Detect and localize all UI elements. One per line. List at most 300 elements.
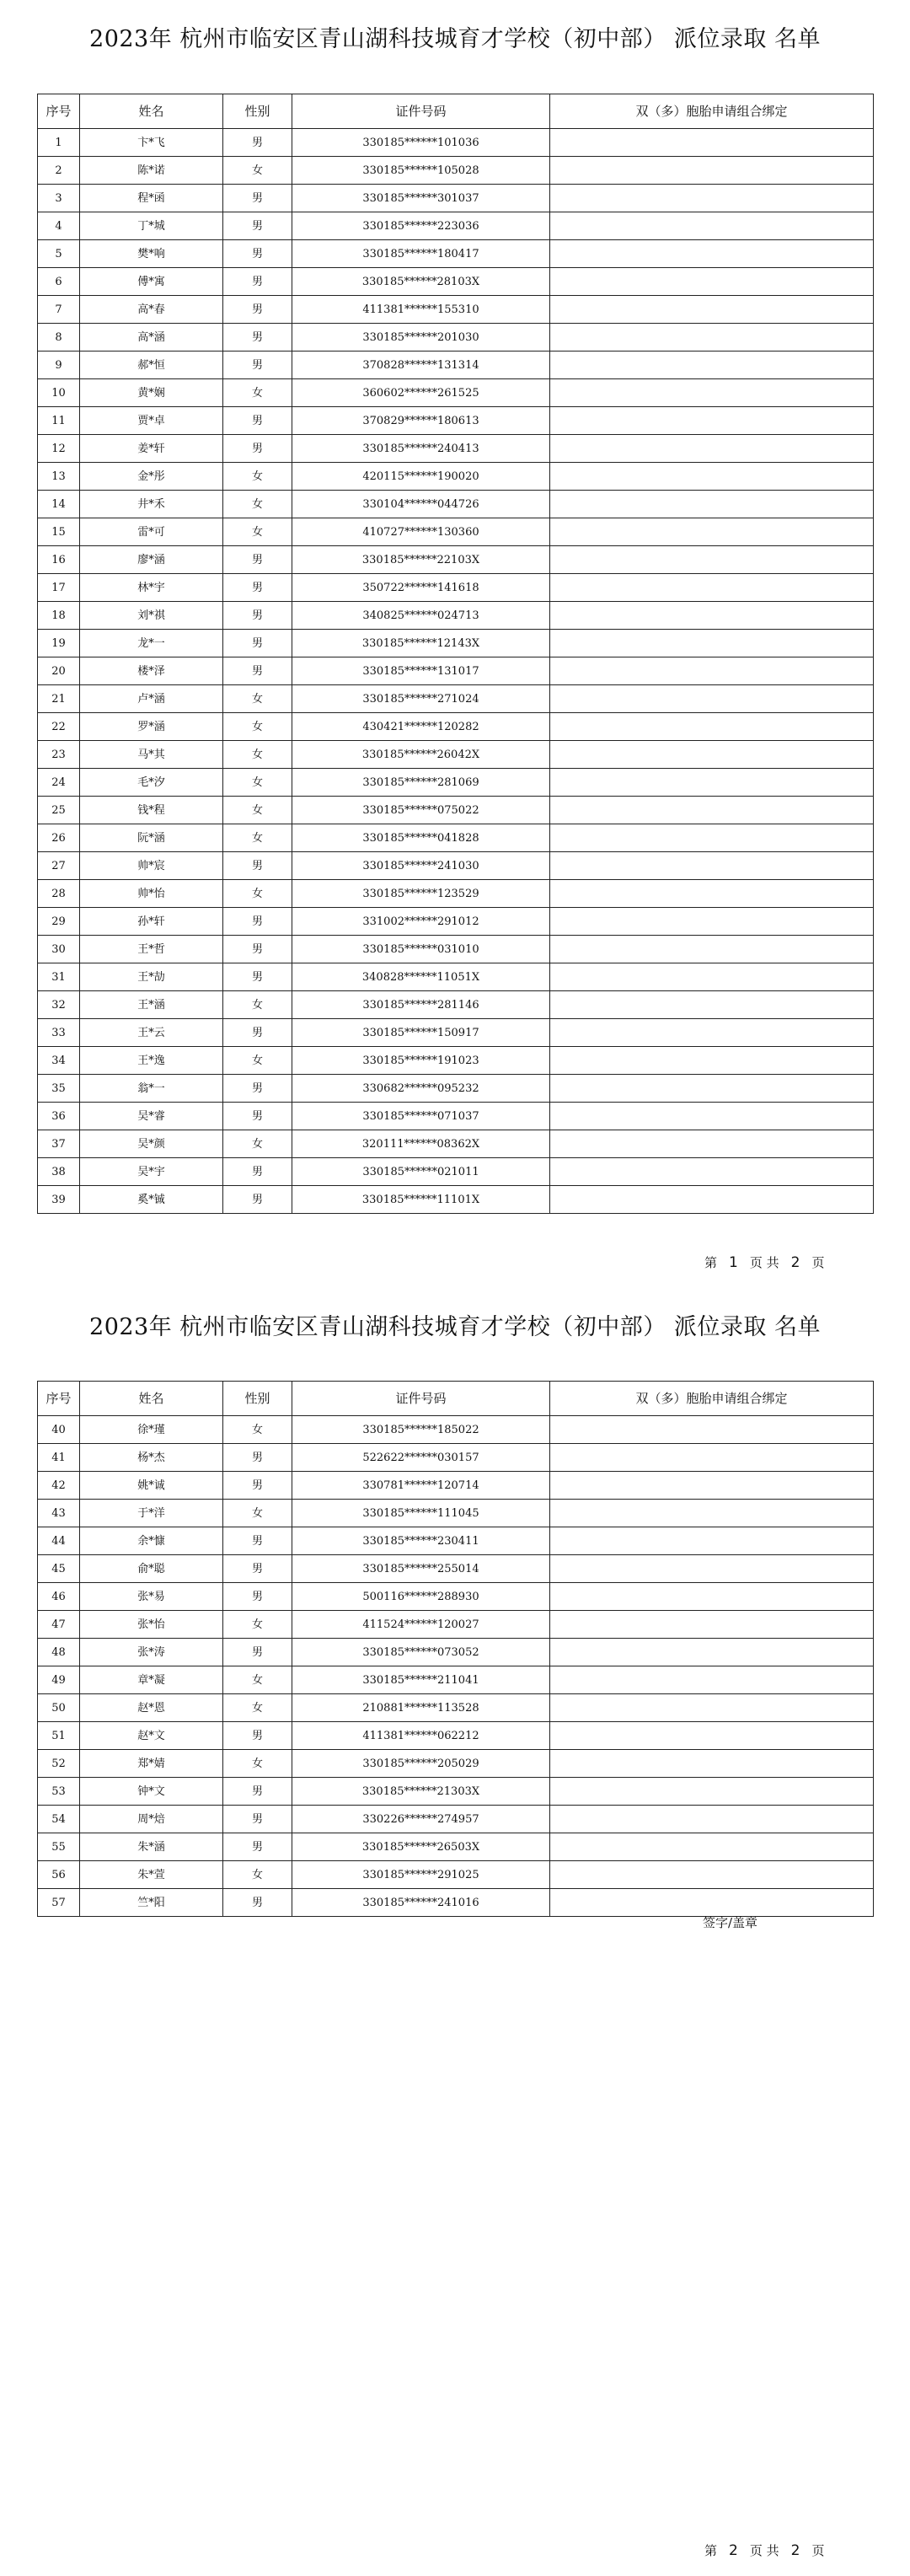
cell-id-number: 330185******21303X — [292, 1778, 550, 1806]
header-gender: 性别 — [223, 94, 292, 129]
cell-id-number: 411381******155310 — [292, 296, 550, 324]
cell-twin-binding — [550, 1666, 874, 1694]
cell-gender: 男 — [223, 1639, 292, 1666]
table-row — [38, 491, 874, 518]
cell-twin-binding — [550, 1103, 874, 1130]
cell-id-number: 330185******071037 — [292, 1103, 550, 1130]
cell-seq: 49 — [38, 1666, 80, 1694]
cell-gender: 男 — [223, 1186, 292, 1214]
table-row — [38, 1019, 874, 1047]
cell-id-number: 330781******120714 — [292, 1472, 550, 1500]
cell-gender: 女 — [223, 1750, 292, 1778]
cell-id-number: 340828******11051X — [292, 963, 550, 991]
cell-name: 奚*铖 — [80, 1186, 223, 1214]
cell-gender: 女 — [223, 1611, 292, 1639]
table-row — [38, 963, 874, 991]
cell-twin-binding — [550, 769, 874, 797]
cell-gender: 女 — [223, 991, 292, 1019]
table-row — [38, 129, 874, 157]
cell-id-number: 370828******131314 — [292, 352, 550, 379]
table-row — [38, 1444, 874, 1472]
cell-id-number: 350722******141618 — [292, 574, 550, 602]
cell-twin-binding — [550, 1750, 874, 1778]
table-row — [38, 379, 874, 407]
cell-name: 杨*杰 — [80, 1444, 223, 1472]
table-row — [38, 1500, 874, 1527]
cell-twin-binding — [550, 185, 874, 212]
cell-seq: 19 — [38, 630, 80, 657]
table-row — [38, 157, 874, 185]
cell-seq: 33 — [38, 1019, 80, 1047]
table-row — [38, 713, 874, 741]
cell-name: 程*函 — [80, 185, 223, 212]
table-row — [38, 602, 874, 630]
cell-gender: 男 — [223, 1103, 292, 1130]
cell-id-number: 330682******095232 — [292, 1075, 550, 1103]
cell-seq: 28 — [38, 880, 80, 908]
cell-id-number: 330185******255014 — [292, 1555, 550, 1583]
cell-name: 罗*涵 — [80, 713, 223, 741]
cell-gender: 女 — [223, 713, 292, 741]
cell-name: 朱*萱 — [80, 1861, 223, 1889]
table-row — [38, 435, 874, 463]
cell-gender: 女 — [223, 463, 292, 491]
cell-twin-binding — [550, 1583, 874, 1611]
cell-id-number: 330185******281146 — [292, 991, 550, 1019]
cell-id-number: 330185******185022 — [292, 1416, 550, 1444]
cell-seq: 52 — [38, 1750, 80, 1778]
cell-id-number: 330185******223036 — [292, 212, 550, 240]
cell-twin-binding — [550, 685, 874, 713]
table-row — [38, 769, 874, 797]
cell-twin-binding — [550, 463, 874, 491]
cell-twin-binding — [550, 797, 874, 824]
footer-total-pages: 2 — [790, 2542, 800, 2559]
cell-id-number: 330185******22103X — [292, 546, 550, 574]
cell-id-number: 330185******241030 — [292, 852, 550, 880]
cell-gender: 男 — [223, 574, 292, 602]
cell-gender: 男 — [223, 546, 292, 574]
cell-twin-binding — [550, 1186, 874, 1214]
table-row — [38, 1472, 874, 1500]
header-id-number: 证件号码 — [292, 1382, 550, 1416]
header-gender: 性别 — [223, 1382, 292, 1416]
cell-gender: 男 — [223, 1806, 292, 1833]
cell-name: 黄*娴 — [80, 379, 223, 407]
cell-name: 王*劼 — [80, 963, 223, 991]
cell-name: 樊*响 — [80, 240, 223, 268]
cell-id-number: 330185******180417 — [292, 240, 550, 268]
cell-twin-binding — [550, 1130, 874, 1158]
table-header-row — [38, 1382, 874, 1416]
footer-yegong: 页 共 — [749, 1255, 779, 1270]
cell-id-number: 330185******111045 — [292, 1500, 550, 1527]
header-twin-binding: 双（多）胞胎申请组合绑定 — [550, 94, 874, 129]
cell-seq: 32 — [38, 991, 80, 1019]
cell-gender: 男 — [223, 407, 292, 435]
table-row — [38, 240, 874, 268]
cell-id-number: 330185******073052 — [292, 1639, 550, 1666]
cell-gender: 男 — [223, 963, 292, 991]
cell-name: 吴*睿 — [80, 1103, 223, 1130]
cell-id-number: 330185******11101X — [292, 1186, 550, 1214]
cell-twin-binding — [550, 1889, 874, 1917]
cell-seq: 11 — [38, 407, 80, 435]
cell-gender: 女 — [223, 1861, 292, 1889]
cell-gender: 女 — [223, 157, 292, 185]
cell-seq: 15 — [38, 518, 80, 546]
cell-name: 毛*汐 — [80, 769, 223, 797]
cell-gender: 女 — [223, 824, 292, 852]
cell-twin-binding — [550, 630, 874, 657]
cell-id-number: 330185******230411 — [292, 1527, 550, 1555]
signature-stamp-label: 签字/盖章 — [703, 1915, 758, 1930]
cell-twin-binding — [550, 1444, 874, 1472]
table-row — [38, 936, 874, 963]
cell-id-number: 330185******281069 — [292, 769, 550, 797]
footer-di: 第 — [704, 2543, 718, 2558]
cell-twin-binding — [550, 657, 874, 685]
cell-twin-binding — [550, 741, 874, 769]
cell-name: 张*涛 — [80, 1639, 223, 1666]
cell-twin-binding — [550, 324, 874, 352]
cell-id-number: 330185******131017 — [292, 657, 550, 685]
table-row — [38, 1416, 874, 1444]
cell-seq: 55 — [38, 1833, 80, 1861]
cell-twin-binding — [550, 1611, 874, 1639]
cell-id-number: 330185******041828 — [292, 824, 550, 852]
cell-gender: 女 — [223, 1694, 292, 1722]
table-body — [38, 1416, 874, 1917]
cell-gender: 男 — [223, 936, 292, 963]
cell-twin-binding — [550, 1416, 874, 1444]
cell-gender: 女 — [223, 1416, 292, 1444]
cell-name: 傅*寓 — [80, 268, 223, 296]
cell-name: 朱*涵 — [80, 1833, 223, 1861]
roster-table-page-1 — [37, 94, 874, 1214]
header-name: 姓名 — [80, 1382, 223, 1416]
cell-seq: 3 — [38, 185, 80, 212]
cell-gender: 男 — [223, 657, 292, 685]
table-row — [38, 518, 874, 546]
cell-seq: 41 — [38, 1444, 80, 1472]
cell-name: 章*凝 — [80, 1666, 223, 1694]
cell-name: 徐*瑾 — [80, 1416, 223, 1444]
cell-gender: 男 — [223, 240, 292, 268]
cell-gender: 男 — [223, 129, 292, 157]
cell-name: 孙*轩 — [80, 908, 223, 936]
cell-gender: 男 — [223, 1075, 292, 1103]
cell-twin-binding — [550, 574, 874, 602]
cell-name: 帅*宸 — [80, 852, 223, 880]
cell-twin-binding — [550, 963, 874, 991]
cell-id-number: 330185******205029 — [292, 1750, 550, 1778]
cell-name: 俞*聪 — [80, 1555, 223, 1583]
cell-seq: 10 — [38, 379, 80, 407]
cell-id-number: 330185******150917 — [292, 1019, 550, 1047]
cell-name: 周*焙 — [80, 1806, 223, 1833]
cell-twin-binding — [550, 1527, 874, 1555]
cell-id-number: 360602******261525 — [292, 379, 550, 407]
cell-name: 赵*文 — [80, 1722, 223, 1750]
cell-twin-binding — [550, 602, 874, 630]
cell-id-number: 330185******301037 — [292, 185, 550, 212]
cell-seq: 57 — [38, 1889, 80, 1917]
cell-twin-binding — [550, 1722, 874, 1750]
cell-seq: 51 — [38, 1722, 80, 1750]
header-seq: 序号 — [38, 1382, 80, 1416]
cell-name: 陈*诺 — [80, 157, 223, 185]
cell-seq: 35 — [38, 1075, 80, 1103]
cell-name: 高*涵 — [80, 324, 223, 352]
cell-seq: 34 — [38, 1047, 80, 1075]
table-row — [38, 1861, 874, 1889]
header-twin-binding: 双（多）胞胎申请组合绑定 — [550, 1382, 874, 1416]
footer-ye: 页 — [811, 1255, 825, 1270]
cell-seq: 18 — [38, 602, 80, 630]
cell-id-number: 330185******240413 — [292, 435, 550, 463]
cell-seq: 50 — [38, 1694, 80, 1722]
cell-seq: 26 — [38, 824, 80, 852]
cell-id-number: 340825******024713 — [292, 602, 550, 630]
cell-id-number: 330185******191023 — [292, 1047, 550, 1075]
table-row — [38, 352, 874, 379]
cell-gender: 女 — [223, 491, 292, 518]
cell-id-number: 330185******26503X — [292, 1833, 550, 1861]
cell-name: 钱*程 — [80, 797, 223, 824]
cell-seq: 13 — [38, 463, 80, 491]
table-row — [38, 1778, 874, 1806]
cell-twin-binding — [550, 352, 874, 379]
table-row — [38, 1666, 874, 1694]
cell-seq: 2 — [38, 157, 80, 185]
cell-seq: 22 — [38, 713, 80, 741]
cell-id-number: 330185******105028 — [292, 157, 550, 185]
cell-seq: 6 — [38, 268, 80, 296]
table-row — [38, 1158, 874, 1186]
table-row — [38, 1527, 874, 1555]
table-row — [38, 1130, 874, 1158]
cell-seq: 30 — [38, 936, 80, 963]
cell-twin-binding — [550, 824, 874, 852]
cell-gender: 女 — [223, 1500, 292, 1527]
table-row — [38, 1722, 874, 1750]
cell-id-number: 330185******28103X — [292, 268, 550, 296]
footer-page-number: 2 — [729, 2542, 738, 2559]
cell-id-number: 330185******291025 — [292, 1861, 550, 1889]
table-row — [38, 185, 874, 212]
cell-twin-binding — [550, 407, 874, 435]
footer-ye: 页 — [811, 2543, 825, 2558]
table-row — [38, 1047, 874, 1075]
cell-id-number: 330185******021011 — [292, 1158, 550, 1186]
cell-twin-binding — [550, 240, 874, 268]
footer-yegong: 页 共 — [749, 2543, 779, 2558]
cell-id-number: 430421******120282 — [292, 713, 550, 741]
cell-gender: 男 — [223, 1472, 292, 1500]
cell-id-number: 411381******062212 — [292, 1722, 550, 1750]
cell-gender: 男 — [223, 185, 292, 212]
cell-name: 吴*宇 — [80, 1158, 223, 1186]
table-row — [38, 1583, 874, 1611]
cell-id-number: 330185******075022 — [292, 797, 550, 824]
cell-gender: 男 — [223, 212, 292, 240]
cell-seq: 27 — [38, 852, 80, 880]
cell-twin-binding — [550, 1778, 874, 1806]
table-body — [38, 129, 874, 1214]
cell-seq: 44 — [38, 1527, 80, 1555]
cell-gender: 男 — [223, 1889, 292, 1917]
table-row — [38, 824, 874, 852]
cell-twin-binding — [550, 1694, 874, 1722]
cell-name: 吴*颜 — [80, 1130, 223, 1158]
header-seq: 序号 — [38, 94, 80, 129]
cell-gender: 男 — [223, 1833, 292, 1861]
roster-table-page-2 — [37, 1381, 874, 1917]
cell-gender: 女 — [223, 797, 292, 824]
cell-gender: 男 — [223, 1722, 292, 1750]
cell-twin-binding — [550, 1806, 874, 1833]
cell-seq: 1 — [38, 129, 80, 157]
cell-gender: 男 — [223, 852, 292, 880]
cell-gender: 男 — [223, 602, 292, 630]
table-row — [38, 1833, 874, 1861]
cell-gender: 女 — [223, 1130, 292, 1158]
table-row — [38, 1639, 874, 1666]
cell-gender: 男 — [223, 630, 292, 657]
cell-seq: 25 — [38, 797, 80, 824]
cell-seq: 42 — [38, 1472, 80, 1500]
cell-name: 赵*恩 — [80, 1694, 223, 1722]
table-row — [38, 324, 874, 352]
cell-twin-binding — [550, 880, 874, 908]
cell-seq: 20 — [38, 657, 80, 685]
cell-seq: 24 — [38, 769, 80, 797]
cell-id-number: 330185******12143X — [292, 630, 550, 657]
cell-twin-binding — [550, 1500, 874, 1527]
table-row — [38, 407, 874, 435]
table-row — [38, 1806, 874, 1833]
cell-twin-binding — [550, 991, 874, 1019]
cell-seq: 31 — [38, 963, 80, 991]
cell-id-number: 411524******120027 — [292, 1611, 550, 1639]
cell-twin-binding — [550, 852, 874, 880]
page-2-title: 2023年 杭州市临安区青山湖科技城育才学校（初中部） 派位录取 名单 — [89, 1314, 821, 1340]
table-row — [38, 1750, 874, 1778]
cell-id-number: 320111******08362X — [292, 1130, 550, 1158]
cell-name: 贾*卓 — [80, 407, 223, 435]
cell-name: 卞*飞 — [80, 129, 223, 157]
table-row — [38, 908, 874, 936]
cell-gender: 女 — [223, 518, 292, 546]
cell-id-number: 500116******288930 — [292, 1583, 550, 1611]
cell-id-number: 331002******291012 — [292, 908, 550, 936]
cell-seq: 7 — [38, 296, 80, 324]
cell-gender: 女 — [223, 741, 292, 769]
cell-seq: 54 — [38, 1806, 80, 1833]
cell-gender: 男 — [223, 1444, 292, 1472]
cell-gender: 男 — [223, 1583, 292, 1611]
table-row — [38, 1186, 874, 1214]
table-row — [38, 741, 874, 769]
cell-seq: 46 — [38, 1583, 80, 1611]
cell-name: 廖*涵 — [80, 546, 223, 574]
cell-name: 郝*恒 — [80, 352, 223, 379]
cell-name: 丁*城 — [80, 212, 223, 240]
cell-name: 张*怡 — [80, 1611, 223, 1639]
cell-twin-binding — [550, 713, 874, 741]
cell-gender: 女 — [223, 379, 292, 407]
table-row — [38, 1611, 874, 1639]
cell-id-number: 330185******271024 — [292, 685, 550, 713]
cell-gender: 男 — [223, 908, 292, 936]
cell-seq: 14 — [38, 491, 80, 518]
cell-gender: 男 — [223, 435, 292, 463]
cell-id-number: 210881******113528 — [292, 1694, 550, 1722]
cell-gender: 男 — [223, 352, 292, 379]
cell-name: 金*彤 — [80, 463, 223, 491]
cell-seq: 16 — [38, 546, 80, 574]
table-row — [38, 852, 874, 880]
cell-name: 王*涵 — [80, 991, 223, 1019]
page-1-title: 2023年 杭州市临安区青山湖科技城育才学校（初中部） 派位录取 名单 — [89, 26, 821, 52]
cell-name: 马*其 — [80, 741, 223, 769]
cell-twin-binding — [550, 491, 874, 518]
cell-gender: 男 — [223, 1158, 292, 1186]
cell-twin-binding — [550, 268, 874, 296]
cell-id-number: 330185******26042X — [292, 741, 550, 769]
table-row — [38, 991, 874, 1019]
cell-name: 郑*婧 — [80, 1750, 223, 1778]
cell-twin-binding — [550, 212, 874, 240]
cell-seq: 45 — [38, 1555, 80, 1583]
page-2-footer — [704, 2541, 824, 2559]
header-name: 姓名 — [80, 94, 223, 129]
cell-twin-binding — [550, 1472, 874, 1500]
cell-seq: 48 — [38, 1639, 80, 1666]
cell-id-number: 330185******241016 — [292, 1889, 550, 1917]
cell-twin-binding — [550, 1075, 874, 1103]
cell-name: 钟*文 — [80, 1778, 223, 1806]
cell-id-number: 330185******123529 — [292, 880, 550, 908]
cell-name: 王*逸 — [80, 1047, 223, 1075]
cell-twin-binding — [550, 435, 874, 463]
table-row — [38, 212, 874, 240]
cell-twin-binding — [550, 1019, 874, 1047]
cell-name: 卢*涵 — [80, 685, 223, 713]
table-row — [38, 463, 874, 491]
cell-id-number: 330185******211041 — [292, 1666, 550, 1694]
cell-gender: 男 — [223, 1555, 292, 1583]
cell-name: 竺*阳 — [80, 1889, 223, 1917]
page-1-footer — [704, 1253, 824, 1271]
table-row — [38, 797, 874, 824]
cell-name: 姜*轩 — [80, 435, 223, 463]
cell-seq: 29 — [38, 908, 80, 936]
cell-name: 阮*涵 — [80, 824, 223, 852]
table-row — [38, 1103, 874, 1130]
cell-id-number: 370829******180613 — [292, 407, 550, 435]
cell-gender: 女 — [223, 1047, 292, 1075]
cell-twin-binding — [550, 546, 874, 574]
table-row — [38, 1889, 874, 1917]
cell-seq: 5 — [38, 240, 80, 268]
cell-seq: 17 — [38, 574, 80, 602]
cell-id-number: 330226******274957 — [292, 1806, 550, 1833]
cell-twin-binding — [550, 1861, 874, 1889]
cell-seq: 8 — [38, 324, 80, 352]
cell-id-number: 330104******044726 — [292, 491, 550, 518]
